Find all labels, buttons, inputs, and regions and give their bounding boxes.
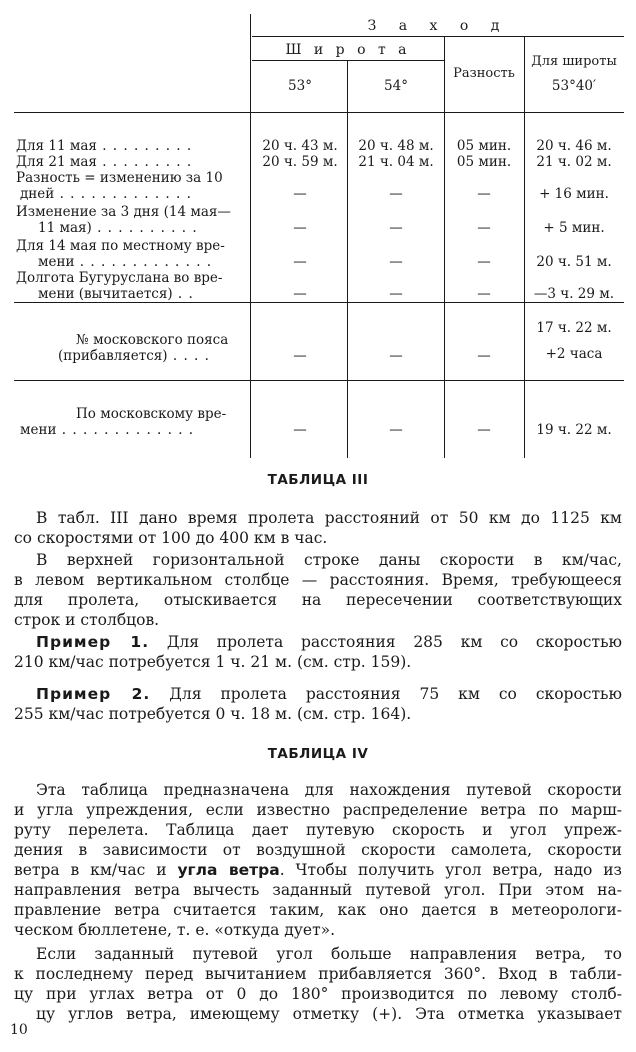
heading-table-4: ТАБЛИЦА IV	[267, 746, 369, 762]
row-label-cont: мени . . . . . . . . . . . . .	[20, 422, 195, 438]
cell-54: —	[389, 348, 403, 364]
row-label-cont: дней . . . . . . . . . . . . .	[20, 186, 192, 202]
section4-para1: Эта таблица предназначена для нахождения путевой скорости и угла упреждения, если известно распределение ветра по марш- руту перелета. Таблица дает путевую скорость и угол упреж- дения в зависимости от воздушной скорости самолета, скорости ветра в км/час и угла ветра. Чтобы получить угол ветра, надо из направления ветра вычесть заданный путевой угол. При этом на- правление ветра считается таким, как оно дается в метеорологи- ческом бюллетене, т. е. «откуда дует».	[14, 781, 622, 939]
cell-53: —	[293, 186, 307, 202]
cell-diff: —	[477, 422, 491, 438]
header-zahod: З а х о д	[367, 18, 509, 34]
cell-diff: —	[477, 348, 491, 364]
cell-54: —	[389, 186, 403, 202]
cell-result: 19 ч. 22 м.	[536, 422, 612, 438]
cell-diff: 05 мин.	[456, 154, 512, 170]
cell-54: —	[389, 254, 403, 270]
row-label: Разность = изменению за 10	[16, 170, 223, 186]
header-shirota: Ш и р о т а	[285, 42, 411, 58]
section3-para2: В верхней горизонтальной строке даны скорости в км/час, в левом вертикальном столбце — расстояния. Время, требующееся для пролета, отыскивается на пересечении соответствующих строк и столбцов.	[14, 551, 622, 629]
cell-result: 21 ч. 02 м.	[536, 154, 612, 170]
rule-under-zahod	[252, 36, 624, 37]
header-lat-53: 53°	[288, 78, 312, 94]
row-label-cont: мени . . . . . . . . . . . . .	[38, 254, 213, 270]
cell-result: + 5 мин.	[543, 220, 605, 236]
section3-example1: Пример 1. Для пролета расстояния 285 км со скоростью 210 км/час потребуется 1 ч. 21 м. (см. стр. 159).	[14, 633, 622, 671]
section4-para2: Если заданный путевой угол больше направления ветра, то к последнему перед вычитанием прибавляется 360°. Вход в табли- цу при углах ветра от 0 до 180° производится по левому столб- цу углов ветра, имеющему отметку (+). Эта отметка указывает	[14, 945, 622, 1023]
header-lat-54: 54°	[384, 78, 408, 94]
cell-53: 20 ч. 43 м.	[262, 138, 338, 154]
rule-row-8	[14, 380, 624, 381]
header-lat-5340: 53°40′	[551, 78, 597, 94]
row-label: Для 21 мая . . . . . . . . .	[16, 154, 193, 170]
row-label-cont: 11 мая) . . . . . . . . . .	[38, 220, 198, 236]
row-label: № московского пояса	[76, 332, 229, 348]
col-rule-3	[444, 36, 445, 458]
row-label: Долгота Бугуруслана во вре-	[16, 270, 223, 286]
header-dlya-shiroty: Для широты	[531, 54, 617, 69]
cell-54: —	[389, 422, 403, 438]
header-bottom-rule	[14, 112, 624, 113]
cell-54: 20 ч. 48 м.	[358, 138, 434, 154]
heading-table-3: ТАБЛИЦА III	[267, 472, 369, 488]
row-label: Изменение за 3 дня (14 мая—	[16, 204, 231, 220]
row-label-cont: (прибавляется) . . . .	[58, 348, 210, 364]
cell-diff: —	[477, 186, 491, 202]
cell-53: —	[293, 286, 307, 302]
cell-result: 20 ч. 51 м.	[536, 254, 612, 270]
header-raznost: Разность	[453, 66, 515, 81]
row-label-cont: мени (вычитается) . .	[38, 286, 194, 302]
section3-para1: В табл. III дано время пролета расстояний от 50 км до 1125 км со скоростями от 100 до 400 км в час.	[14, 509, 622, 547]
cell-53: —	[293, 348, 307, 364]
cell-result: 17 ч. 22 м.	[536, 320, 612, 336]
cell-result: 20 ч. 46 м.	[536, 138, 612, 154]
cell-53: —	[293, 422, 307, 438]
cell-result: —3 ч. 29 м.	[533, 286, 615, 302]
cell-54: —	[389, 220, 403, 236]
rule-row-7	[14, 302, 624, 303]
cell-53: —	[293, 254, 307, 270]
cell-53: 20 ч. 59 м.	[262, 154, 338, 170]
cell-diff: —	[477, 254, 491, 270]
row-label: Для 14 мая по местному вре-	[16, 238, 225, 254]
col-rule-4	[524, 36, 525, 458]
page-number: 10	[10, 1022, 28, 1038]
cell-53: —	[293, 220, 307, 236]
sunset-table	[14, 14, 624, 458]
cell-diff: —	[477, 286, 491, 302]
cell-54: 21 ч. 04 м.	[358, 154, 434, 170]
section3-example2: Пример 2. Для пролета расстояния 75 км со скоростью 255 км/час потребуется 0 ч. 18 м. (см. стр. 164).	[14, 685, 622, 723]
row-label: Для 11 мая . . . . . . . . .	[16, 138, 193, 154]
row-label: По московскому вре-	[76, 406, 227, 422]
cell-result-2: +2 часа	[545, 346, 603, 362]
cell-diff: 05 мин.	[456, 138, 512, 154]
cell-result: + 16 мин.	[539, 186, 609, 202]
cell-diff: —	[477, 220, 491, 236]
cell-54: —	[389, 286, 403, 302]
